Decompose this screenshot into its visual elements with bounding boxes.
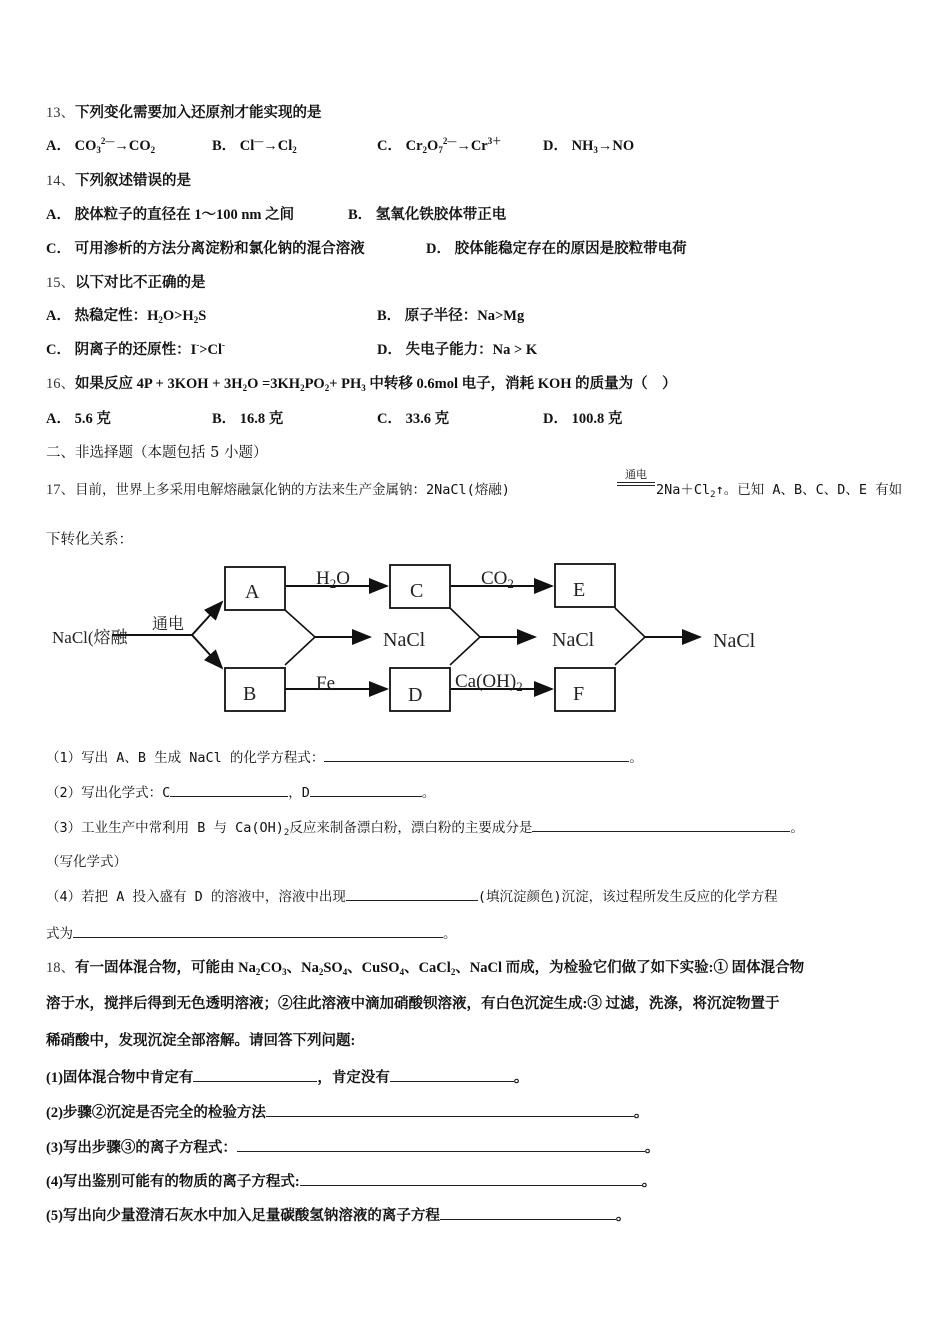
answer-blank[interactable] (300, 1171, 642, 1186)
question-17-stem (46, 480, 510, 500)
q15-option-a: A． 热稳定性：$H_2O>H_2S$ (46, 308, 207, 325)
question-text: 有一固体混合物，可能由 $Na_2CO_3$、$Na_2SO_4$、CuSO$_4$、CaCl$_2$、NaCl 而成，为检验它们做了如下实验:① 固体混合物 (75, 960, 805, 977)
answer-blank[interactable] (237, 1137, 645, 1152)
question-13-stem (46, 103, 322, 123)
answer-blank[interactable] (266, 1102, 634, 1117)
svg-text:Fe: Fe (316, 673, 335, 694)
question-number: 17、 (46, 482, 75, 498)
question-text: 如果反应 $4P + 3KOH + 3H_2O =3KH_2PO_2+ PH_3$ 中转移 0.6mol 电子，消耗 KOH 的质量为（ ） (75, 376, 677, 393)
svg-text:NaCl: NaCl (383, 629, 426, 651)
question-number: 14、 (46, 173, 75, 189)
answer-blank[interactable] (73, 923, 443, 938)
question-text: 下列叙述错误的是 (75, 173, 191, 189)
question-15-stem (46, 273, 206, 293)
reaction-equals-bar (617, 482, 655, 486)
q13-option-c: C． $Cr_2O_7^{2—}\to Cr^{3+}$ (377, 136, 502, 155)
q13-option-b: B． $Cl^—\to Cl_2$ (212, 136, 297, 155)
answer-blank[interactable] (324, 747, 629, 762)
conversion-diagram (40, 555, 820, 725)
svg-text:E: E (573, 579, 586, 601)
q17-sub-4-cont: 式为 。 (46, 923, 457, 944)
question-17-stem-line2: 下转化关系： (46, 532, 133, 548)
svg-text:H2O: $H_2O$ (316, 568, 350, 591)
q17-sub-2: （2）写出化学式：C ，D 。 (46, 782, 435, 803)
question-18-line2: 溶于水，搅拌后得到无色透明溶液；②往此溶液中滴加硝酸钡溶液，有白色沉淀生成:③ 过滤，洗涤，将沉淀物置于 (46, 996, 780, 1012)
answer-blank-absent[interactable] (390, 1067, 514, 1082)
q14-option-a: A． 胶体粒子的直径在 1～100 nm 之间 (46, 207, 295, 223)
answer-blank-c[interactable] (170, 782, 288, 797)
q17-sub-3: （3）工业生产中常利用 B 与 $Ca(OH)_2$反应来制备漂白粉，漂白粉的主要成分是 。 (46, 817, 804, 838)
svg-text:CO2: $CO_2$ (481, 568, 514, 591)
question-text: 以下对比不正确的是 (75, 275, 206, 291)
svg-text:NaCl: NaCl (713, 630, 756, 652)
svg-text:A: A (245, 581, 260, 603)
svg-text:Ca(OH)2: $Ca(OH)_2$ (455, 671, 523, 694)
svg-text:NaCl: NaCl (552, 629, 595, 651)
answer-blank[interactable] (532, 817, 790, 832)
q17-sub-3-note: （写化学式） (46, 854, 127, 870)
question-18-stem (46, 958, 804, 978)
q16-option-d: D． 100.8 克 (543, 411, 623, 427)
answer-blank[interactable] (440, 1205, 616, 1220)
diagram-source-label: NaCl(熔融 (52, 628, 128, 647)
q16-option-a: A． 5.6 克 (46, 411, 111, 427)
question-text: 目前，世界上多采用电解熔融氯化钠的方法来生产金属钠：2NaCl(熔融) (75, 482, 510, 498)
q14-option-b: B． 氢氧化铁胶体带正电 (348, 207, 507, 223)
svg-text:F: F (573, 683, 585, 705)
electrolysis-condition: 通电 (625, 468, 647, 481)
svg-text:B: B (243, 683, 257, 705)
q16-option-c: C． 33.6 克 (377, 411, 450, 427)
question-16-stem (46, 374, 677, 394)
answer-blank-color[interactable] (346, 886, 478, 901)
q18-sub-4: (4)写出鉴别可能有的物质的离子方程式: 。 (46, 1171, 656, 1192)
q13-option-a: A． $CO_3^{2—}\to CO_2$ (46, 136, 156, 155)
q15-option-d: D． 失电子能力：Na > K (377, 342, 538, 358)
q17-sub-1: （1）写出 A、B 生成 NaCl 的化学方程式： 。 (46, 747, 643, 768)
question-number: 13、 (46, 105, 75, 121)
question-number: 16、 (46, 376, 75, 392)
section-title: 二、非选择题（本题包括 5 小题） (46, 445, 268, 461)
answer-blank-present[interactable] (193, 1067, 317, 1082)
q15-option-c: C． 阴离子的还原性：I->Cl- (46, 340, 226, 358)
question-14-stem (46, 171, 191, 191)
q18-sub-1: (1)固体混合物中肯定有 ，肯定没有 。 (46, 1067, 528, 1088)
diagram-condition: 通电 (152, 616, 185, 633)
question-17-stem-cont: $2Na+Cl_2↑$。已知 A、B、C、D、E 有如 (656, 482, 903, 500)
q14-option-d: D． 胶体能稳定存在的原因是胶粒带电荷 (426, 241, 687, 257)
svg-text:D: D (408, 684, 423, 706)
q18-sub-2: (2)步骤②沉淀是否完全的检验方法 。 (46, 1102, 648, 1123)
q14-option-c: C． 可用渗析的方法分离淀粉和氯化钠的混合溶液 (46, 241, 365, 257)
q15-option-b: B． 原子半径：Na>Mg (377, 308, 525, 324)
q18-sub-5: (5)写出向少量澄清石灰水中加入足量碳酸氢钠溶液的离子方程 。 (46, 1205, 630, 1226)
q16-option-b: B． 16.8 克 (212, 411, 284, 427)
q17-sub-4: （4）若把 A 投入盛有 D 的溶液中，溶液中出现 (填沉淀颜色)沉淀，该过程所发生反应的化学方程 (46, 886, 778, 907)
question-number: 15、 (46, 275, 75, 291)
svg-text:C: C (410, 580, 424, 602)
q13-option-d: D． $NH_3\to NO$ (543, 138, 635, 155)
question-text: 下列变化需要加入还原剂才能实现的是 (75, 105, 322, 121)
question-18-line3: 稀硝酸中，发现沉淀全部溶解。请回答下列问题: (46, 1033, 356, 1049)
q18-sub-3: (3)写出步骤③的离子方程式： 。 (46, 1137, 659, 1158)
answer-blank-d[interactable] (310, 782, 422, 797)
question-number: 18、 (46, 960, 75, 976)
